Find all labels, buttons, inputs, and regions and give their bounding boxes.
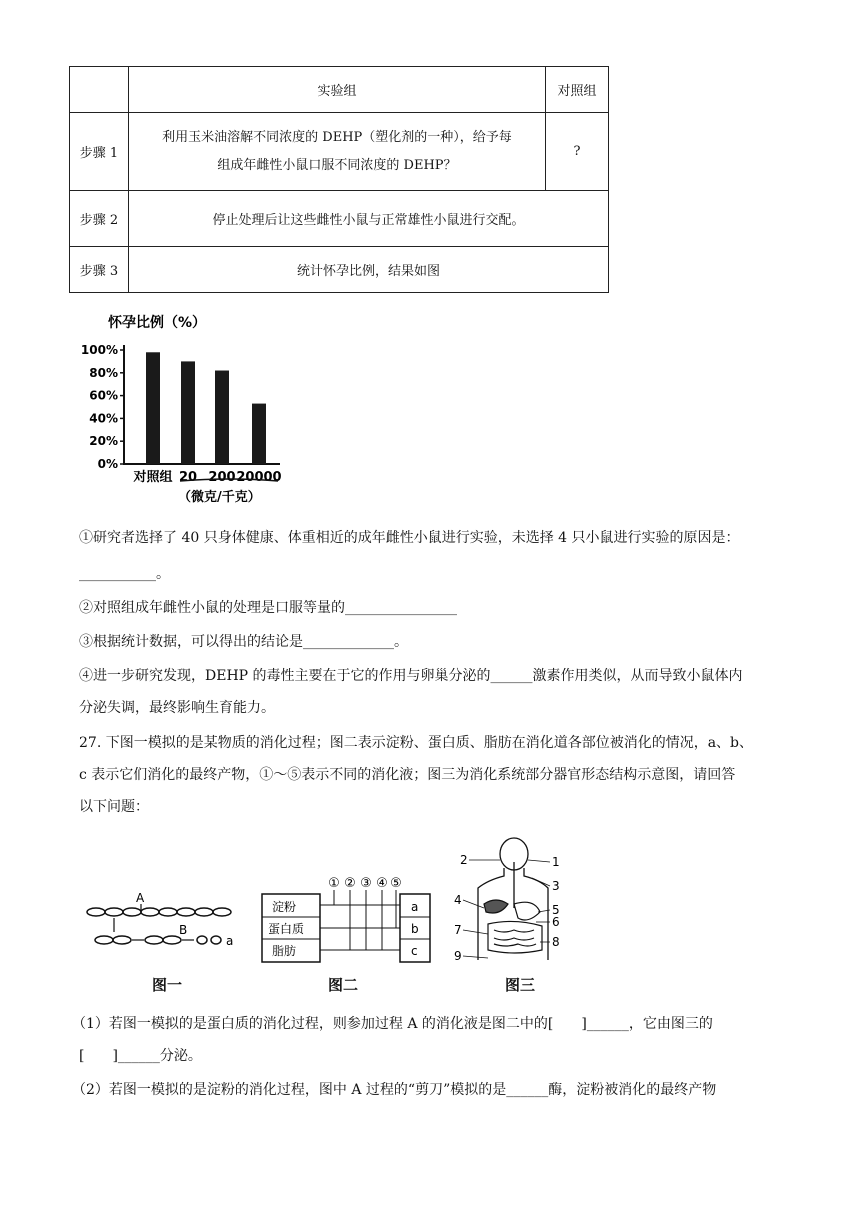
figure-3-diagram	[448, 832, 568, 966]
fig3-label: 2	[460, 853, 468, 867]
step1-content-line1: 利用玉米油溶解不同浓度的 DEHP（塑化剂的一种），给予每	[162, 129, 512, 145]
fig3-leader-line	[463, 956, 488, 958]
q27-line2: c 表示它们消化的最终产物，①～⑤表示不同的消化液；图三为消化系统部分器官形态结构示意图，请回答	[79, 767, 736, 783]
molecule-chain-top	[87, 908, 231, 916]
y-tick-label: 60%	[89, 388, 118, 403]
digestive-organs	[484, 900, 542, 953]
x-tick-label: 20	[178, 470, 198, 485]
product-c: c	[411, 944, 418, 958]
fig1-label-product: a	[226, 934, 234, 948]
q27-line1: 27. 下图一模拟的是某物质的消化过程；图二表示淀粉、蛋白质、脂肪在消化道各部位被消化的情况，a、b、	[79, 735, 754, 751]
fig3-leader-line	[528, 860, 550, 862]
bar-1	[181, 361, 195, 464]
product-a: a	[411, 900, 419, 914]
fig3-label: 9	[454, 949, 462, 963]
bar-2	[215, 371, 229, 464]
question-4-line2: 分泌失调，最终影响生育能力。	[79, 700, 275, 716]
bars-group	[146, 352, 266, 464]
step1-content-line2: 组成年雌性小鼠口服不同浓度的 DEHP？	[217, 157, 457, 173]
step3-content: 统计怀孕比例，结果如图	[129, 247, 609, 293]
step2-content: 停止处理后让这些雌性小鼠与正常雄性小鼠进行交配。	[129, 191, 609, 247]
y-tick-label: 20%	[89, 434, 118, 449]
fig3-label: 5	[552, 903, 560, 917]
product-b: b	[411, 922, 419, 936]
fig1-label-b: B	[179, 923, 188, 937]
fig3-label: 1	[552, 855, 560, 869]
figure-1-diagram	[84, 890, 244, 960]
y-tick-label: 80%	[89, 365, 118, 380]
header-experimental: 实验组	[129, 67, 546, 113]
y-tick-label: 40%	[89, 411, 118, 426]
figure-1-caption: 图一	[152, 976, 183, 994]
step2-label: 步骤 2	[70, 191, 129, 247]
question-3: ③根据统计数据，可以得出的结论是_____________。	[79, 634, 408, 650]
table-header-row	[70, 67, 609, 113]
fig1-label-a: A	[136, 891, 145, 905]
bar-0	[146, 352, 160, 464]
y-tick-label: 0%	[97, 457, 118, 471]
question-1-blank: ___________。	[79, 566, 170, 582]
fig3-label: 7	[454, 923, 462, 937]
fig3-leader-line	[463, 930, 488, 934]
header-blank-cell	[70, 67, 129, 113]
sub-question-2-line1: （2）若图一模拟的是淀粉的消化过程，图中 A 过程的“剪刀”模拟的是______酶，淀粉被消化的最终产物	[72, 1082, 717, 1098]
figure-2-diagram	[258, 872, 438, 966]
digestive-juice-label: ③	[360, 876, 372, 891]
digestive-juice-label: ②	[344, 876, 356, 891]
question-2: ②对照组成年雌性小鼠的处理是口服等量的________________	[79, 600, 457, 616]
y-tick-labels	[81, 343, 124, 471]
x-tick-label: 对照组	[133, 470, 173, 485]
x-tick-label: 20000	[236, 470, 282, 485]
fig3-label: 6	[552, 915, 560, 929]
step1-content	[129, 113, 546, 191]
digestive-juice-label: ⑤	[390, 876, 402, 891]
nutrient-starch: 淀粉	[272, 900, 297, 914]
fig3-label: 8	[552, 935, 560, 949]
q27-line3: 以下问题：	[79, 799, 149, 815]
y-tick-label: 100%	[80, 343, 118, 357]
header-control: 对照组	[546, 67, 609, 113]
fig2-flow-lines	[320, 890, 400, 950]
figure-3-caption: 图三	[505, 976, 536, 994]
figure-2-caption: 图二	[328, 976, 359, 994]
step1-label: 步骤 1	[70, 113, 129, 191]
question-1: ①研究者选择了 40 只身体健康、体重相近的成年雌性小鼠进行实验，未选择 4 只小鼠进行实验的原因是：	[79, 530, 740, 546]
table-row-step1	[70, 113, 609, 191]
step1-control: ?	[546, 113, 609, 191]
digestive-juice-label: ④	[376, 876, 388, 891]
x-unit-label: （微克/千克）	[178, 490, 261, 505]
sub-question-1-line1: （1）若图一模拟的是蛋白质的消化过程，则参加过程 A 的消化液是图二中的[ ]______，它由图三的	[72, 1016, 713, 1032]
table-row-step3	[70, 247, 609, 293]
digestive-juice-labels	[328, 876, 402, 891]
fig3-leader-line	[532, 878, 550, 886]
table-row-step2	[70, 191, 609, 247]
question-4-line1: ④进一步研究发现，DEHP 的毒性主要在于它的作用与卵巢分泌的______激素作用类似，从而导致小鼠体内	[79, 668, 743, 684]
fig3-label: 4	[454, 893, 462, 907]
x-tick-labels	[132, 469, 281, 485]
fig3-label: 3	[552, 879, 560, 893]
bar-3	[252, 404, 266, 464]
experiment-table	[69, 66, 609, 293]
nutrient-fat: 脂肪	[272, 944, 297, 958]
x-tick-label: 200	[208, 470, 236, 485]
chart-title: 怀孕比例（%）	[108, 315, 207, 331]
sub-question-1-line2: [ ]______分泌。	[79, 1048, 202, 1064]
nutrient-protein: 蛋白质	[268, 922, 305, 936]
molecule-chain-bottom	[95, 936, 221, 944]
digestive-juice-label: ①	[328, 876, 340, 891]
fig3-leader-line	[463, 900, 484, 908]
pregnancy-ratio-chart	[80, 305, 300, 510]
step3-label: 步骤 3	[70, 247, 129, 293]
